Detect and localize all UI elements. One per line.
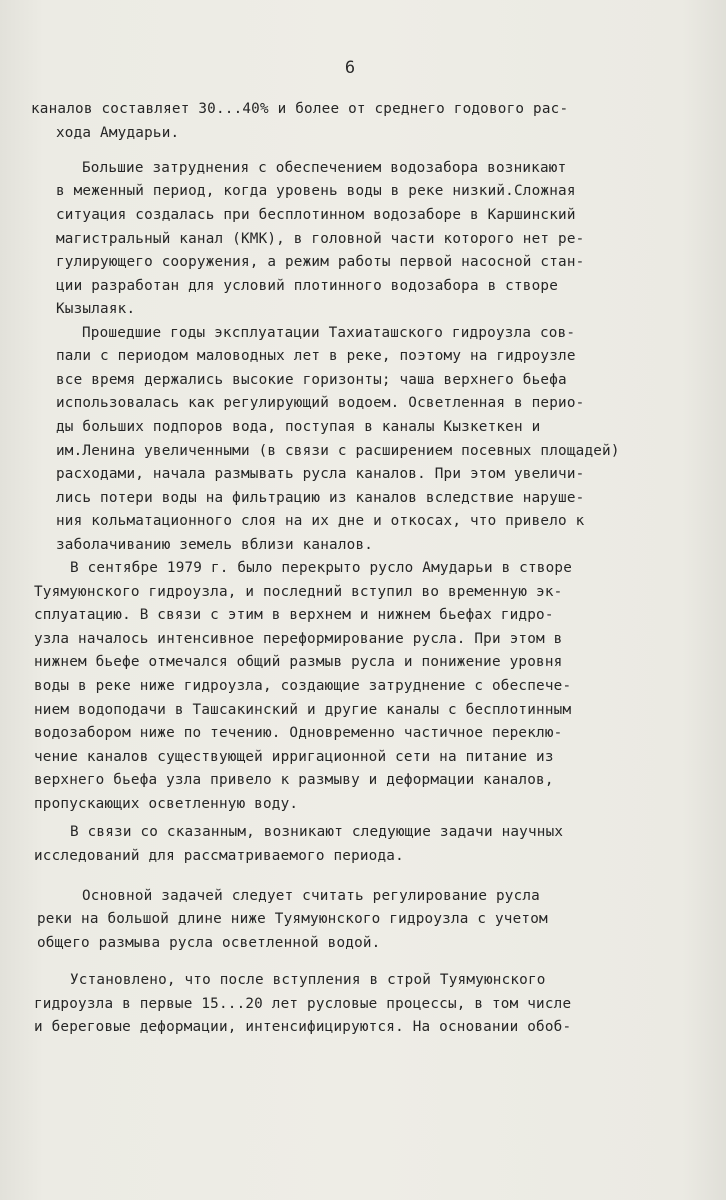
text-line: чение каналов существующей ирригационной сети на питание из <box>34 748 554 765</box>
text-line: нижнем бьефе отмечался общий размыв русла и понижение уровня <box>34 654 563 671</box>
text-line: В сентябре 1979 г. было перекрыто русло Амударьи в створе <box>70 560 573 577</box>
text-line: Кызылаяк. <box>56 301 136 318</box>
text-line: ния кольматационного слоя на их дне и откосах, что привело к <box>56 513 585 530</box>
text-line: воды в реке ниже гидроузла, создающие затруднение с обеспече- <box>34 678 572 694</box>
text-line: им.Ленина увеличенными (в связи с расширением посевных площадей) <box>56 442 620 459</box>
text-line: расходами, начала размывать русла каналов. При этом увеличи- <box>56 466 585 482</box>
page-number: 6 <box>344 58 356 78</box>
text-line: и береговые деформации, интенсифицируются. На основании обоб- <box>34 1019 572 1036</box>
text-line: Основной задачей следует считать регулирование русла <box>82 887 540 904</box>
text-line: Большие затруднения с обеспечением водозабора возникают <box>82 159 567 176</box>
text-line: В связи со сказанным, возникают следующие задачи научных <box>70 824 564 840</box>
text-line: ды больших подпоров вода, поступая в каналы Кызкеткен и <box>56 418 541 435</box>
text-line: верхнего бьефа узла привело к размыву и деформации каналов, <box>34 772 554 789</box>
text-line: узла началось интенсивное переформирование русла. При этом в <box>34 630 563 647</box>
text-line: Прошедшие годы эксплуатации Тахиаташского гидроузла сов- <box>82 324 576 341</box>
text-line: все время держались высокие горизонты; чаша верхнего бьефа <box>56 371 567 388</box>
text-line: общего размыва русла осветленной водой. <box>37 934 381 951</box>
text-line: использовалась как регулирующий водоем. Осветленная в перио- <box>56 395 585 412</box>
text-line: исследований для рассматриваемого периода. <box>34 847 404 864</box>
text-line: реки на большой длине ниже Туямуюнского гидроузла с учетом <box>37 911 548 928</box>
text-line: каналов составляет 30...40% и более от среднего годового рас- <box>31 101 569 117</box>
text-line: пропускающих осветленную воду. <box>34 795 299 812</box>
text-line: ции разработан для условий плотинного водозабора в створе <box>56 277 559 294</box>
text-line: пали с периодом маловодных лет в реке, поэтому на гидроузле <box>56 348 576 365</box>
text-line: хода Амударьи. <box>56 124 180 141</box>
text-line: магистральный канал (КМК), в головной части которого нет ре- <box>56 230 585 247</box>
text-line: лись потери воды на фильтрацию из каналов вследствие наруше- <box>56 489 585 506</box>
text-line: водозабором ниже по течению. Одновременно частичное переклю- <box>34 725 563 742</box>
text-line: заболачиванию земель вблизи каналов. <box>56 536 374 553</box>
text-line: сплуатацию. В связи с этим в верхнем и нижнем бьефах гидро- <box>34 607 554 624</box>
text-line: Туямуюнского гидроузла, и последний вступил во временную эк- <box>34 583 563 600</box>
text-line: нием водоподачи в Ташсакинский и другие каналы с бесплотинным <box>34 701 572 718</box>
text-line: в меженный период, когда уровень воды в реке низкий.Сложная <box>56 183 576 200</box>
text-line: гулирующего сооружения, а режим работы первой насосной стан- <box>56 254 585 271</box>
text-line: ситуация создалась при бесплотинном водозаборе в Каршинский <box>56 207 576 223</box>
text-line: Установлено, что после вступления в строй Туямуюнского <box>70 972 546 989</box>
text-line: гидроузла в первые 15...20 лет русловые процессы, в том числе <box>34 995 572 1012</box>
